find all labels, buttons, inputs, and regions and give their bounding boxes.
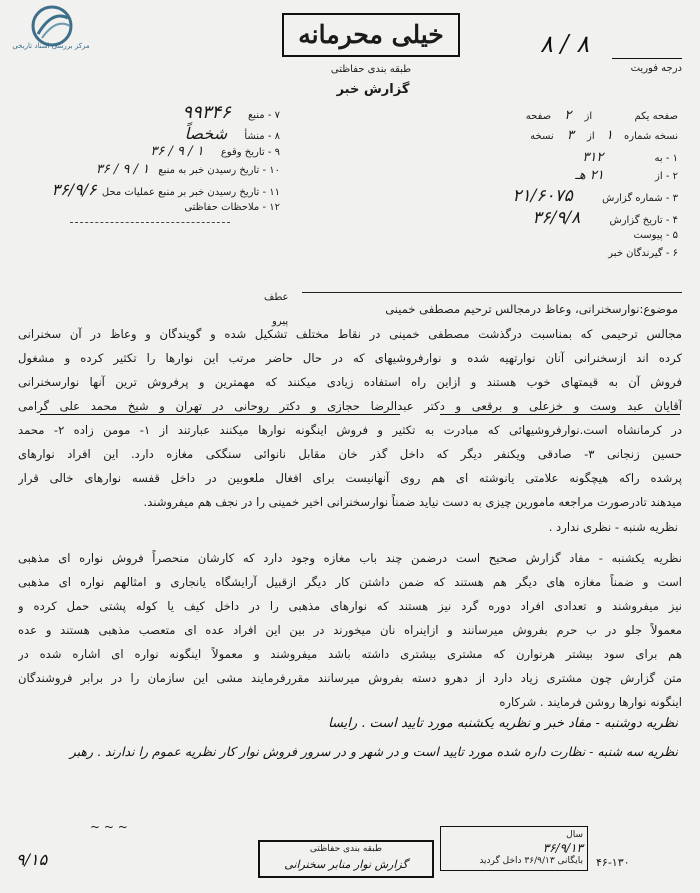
archive-stamp	[440, 826, 588, 871]
comment-line: اینگونه نوارها روشن فرمایند . شرکاره	[499, 695, 682, 709]
body-line: پرشده راکه هیچگونه علامتی یانوشته ای هم روی آنهانیست برای افغال ملعوبین در داخل قفسه نوارهای خالی قرار	[18, 471, 682, 485]
right-field-value: ۳۱۲	[582, 150, 604, 165]
right-field-label: ۴ - تاریخ گزارش	[609, 215, 678, 226]
left-field-value: ۹۹۳۴۶	[182, 102, 231, 123]
left-field-label: ۷ - منبع	[247, 110, 280, 121]
priority-label: درجه فوریت	[612, 58, 682, 74]
comment-line: هم برای سود بیشتر هرنوارن که مشتری بیشتری داشته باشد میفروشند و معمولاً اینگونه نواره ای اشاره شده در	[18, 647, 682, 661]
comment-line: متن گزارش چون مشتری زیاد دارد از دهرو دسته بفروش میرسانند مقررفرمایند مشی این سازمان را در برابر فروشندگان	[18, 671, 682, 685]
right-field-label: ۳ - شماره گزارش	[602, 193, 678, 204]
atf-label: عطف	[264, 292, 289, 303]
left-field-received-date	[40, 162, 280, 177]
comment-line: است و ضمناً مغازه های دیگر هم هستند که ضمن داشتن کار دیگر ازقبیل آرایشگاه یانجاری و امثالهم نواره ای مذهبی	[18, 575, 682, 589]
right-field-value: ۲۱/۶۰۷۵	[512, 186, 573, 206]
report-type: گزارش خبر	[336, 82, 410, 97]
copy-label: نسخه شماره	[624, 131, 678, 142]
classification-title: خیلی محرمانه	[282, 13, 460, 57]
left-field-label: ۱۲ - ملاحظات حفاظتی	[184, 202, 280, 213]
comment-line: معمولاً جلو در ب حرم بفروش میرسانند و ازاینراه نان میخورند در بین این افراد عده ای متعصب مذهبی هستند و عده	[18, 623, 682, 637]
handwritten-number: ۸ / ۸	[540, 30, 590, 58]
left-field-source	[40, 102, 280, 123]
left-field-value: شخصاً	[184, 124, 228, 143]
left-field-label: ۸ - منشأ	[244, 131, 280, 142]
body-line: حسین زنجانی ۳- صادقی ویکنفر دیگر که داخل گذر خان مقابل نانوائی سنگکی مغازه دارد. این افراد نوارهای	[18, 447, 682, 461]
footer-left-number: ۹/۱۵	[16, 850, 48, 869]
classification-stamp	[258, 840, 434, 878]
stamp-label: طبقه بندی حفاظتی	[309, 844, 383, 854]
comment-line: نیز میفروشند و تعدادی افراد دوره گرد نیز هستند که نوارهای مذهبی را در داخل کیف یا کوله پشتی حمل کرده و	[18, 599, 682, 613]
left-field-value: ۱ / ۹ / ۳۶	[150, 144, 204, 159]
subject-line: موضوع:نوارسخنرانی، وعاظ درمجالس ترحیم مصطفی خمینی	[385, 302, 678, 316]
right-field-value: ۲۱ هـ	[575, 168, 604, 183]
left-field-label: ۹ - تاریخ وقوع	[220, 147, 280, 158]
footer-signature-mark: ~ ~ ~	[90, 820, 128, 834]
stamp-text: گزارش نوار منابر سخنرانی	[284, 858, 408, 871]
body-line: آقایان عبد وست و خزعلی و برقعی و دکتر عبدالرضا حجازی و دکتر روحانی در تهران و شیخ محمد علی گرامی	[18, 399, 682, 413]
page-count-field: صفحه یکم از ۲ صفحه	[525, 108, 678, 123]
comment-line: نظریه یکشنبه - مفاد گزارش صحیح است درضمن چند باب مغازه وجود دارد که کارشان منحصراً فروش نواره ای مذهبی	[18, 551, 682, 565]
body-line: مجالس ترحیمی که بمناسبت درگذشت مصطفی خمینی در نقاط مختلف تشکیل شده و گویندگان و وعاظ در آن سخنرانی	[18, 327, 682, 341]
body-line: فروش آن به قیمتهای خوب هستند و ازاین راه استفاده زیادی میکنند که مهمترین و پرفروش ترین آنها نوارسخنرانی	[18, 375, 682, 389]
right-field-recipients	[428, 248, 678, 259]
right-field-label: ۲ - از	[655, 171, 678, 182]
handwritten-underline	[40, 414, 400, 415]
body-line: کرده اند ازسخنرانی آنان نوارتهیه شده و نوارفروشیهای که در حال حاضر مرتب این نوارها را تکثیر کرده و مشغول	[18, 351, 682, 365]
page-label: صفحه یکم	[634, 111, 678, 122]
handwritten-underline	[440, 414, 680, 415]
header-divider	[302, 292, 682, 293]
right-field-label: ۶ - گیرندگان خبر	[608, 248, 678, 259]
classification-label: طبقه بندی حفاظتی	[330, 64, 412, 75]
peyrov-label: پیرو	[272, 316, 289, 327]
copy-suffix: نسخه	[530, 131, 554, 142]
handwritten-note: نظریه سه شنبه - نظارت داره شده مورد تایید است و در شهر و در سرور فروش نوار کار نظریه عموم را ندارند . رهبر	[69, 744, 678, 759]
page-of: از	[584, 111, 593, 122]
left-field-label: ۱۱ - تاریخ رسیدن خبر بر منبع عملیات محل	[101, 187, 280, 198]
right-field-from	[428, 168, 678, 183]
left-field-label: ۱۰ - تاریخ رسیدن خبر به منبع	[158, 165, 280, 176]
page-suffix: صفحه	[525, 111, 552, 122]
archive-logo-text: مرکز بررسی اسناد تاریخی	[12, 42, 90, 50]
saturday-comment: نظریه شنبه - نظری ندارد .	[548, 520, 678, 534]
left-field-occurrence-date	[40, 144, 280, 159]
right-field-to	[428, 150, 678, 165]
left-field-security-notes	[40, 202, 280, 213]
left-field-local-date	[14, 180, 280, 199]
right-field-value: ۳۶/۹/۸	[532, 208, 581, 228]
right-field-label: ۵ - پیوست	[633, 230, 678, 241]
left-field-origin	[40, 124, 280, 143]
handwritten-note: نظریه دوشنبه - مفاد خبر و نظریه یکشنبه مورد تایید است . رایسا	[328, 716, 678, 731]
archive-stamp-line: بایگانی ۳۶/۹/۱۳ داخل گردید	[479, 856, 583, 866]
copy-number-field: نسخه شماره ۱ از ۳ نسخه	[530, 128, 678, 143]
right-field-label: ۱ - به	[654, 153, 678, 164]
page-code: ۴۶-۱۳۰	[596, 856, 630, 869]
copy-of: از	[587, 131, 595, 142]
body-line: در کرمانشاه است.نوارفروشیهائی که مبادرت به تکثیر و فروش اینگونه نوارها میکنند عبارتند از ۱- مومن زاده ۲- محمد	[18, 423, 682, 437]
left-field-value: ۱ / ۹ / ۳۶	[95, 162, 150, 177]
right-field-attachment	[428, 230, 678, 241]
divider-dashed	[70, 222, 230, 223]
left-field-value: ۳۶/۹/۶	[51, 180, 97, 199]
right-field-report-date	[428, 208, 678, 228]
right-field-report-number	[428, 186, 678, 206]
archive-stamp-line: سال	[566, 830, 583, 840]
archive-stamp-line: ۳۶/۹/۱۳	[542, 841, 583, 855]
body-line: میدهند تادرصورت مراجعه مامورین چیزی به دست نیاید ضمناً نوارسخنرانی اخیر خمینی را در نجف هم میفروشند.	[143, 495, 682, 509]
